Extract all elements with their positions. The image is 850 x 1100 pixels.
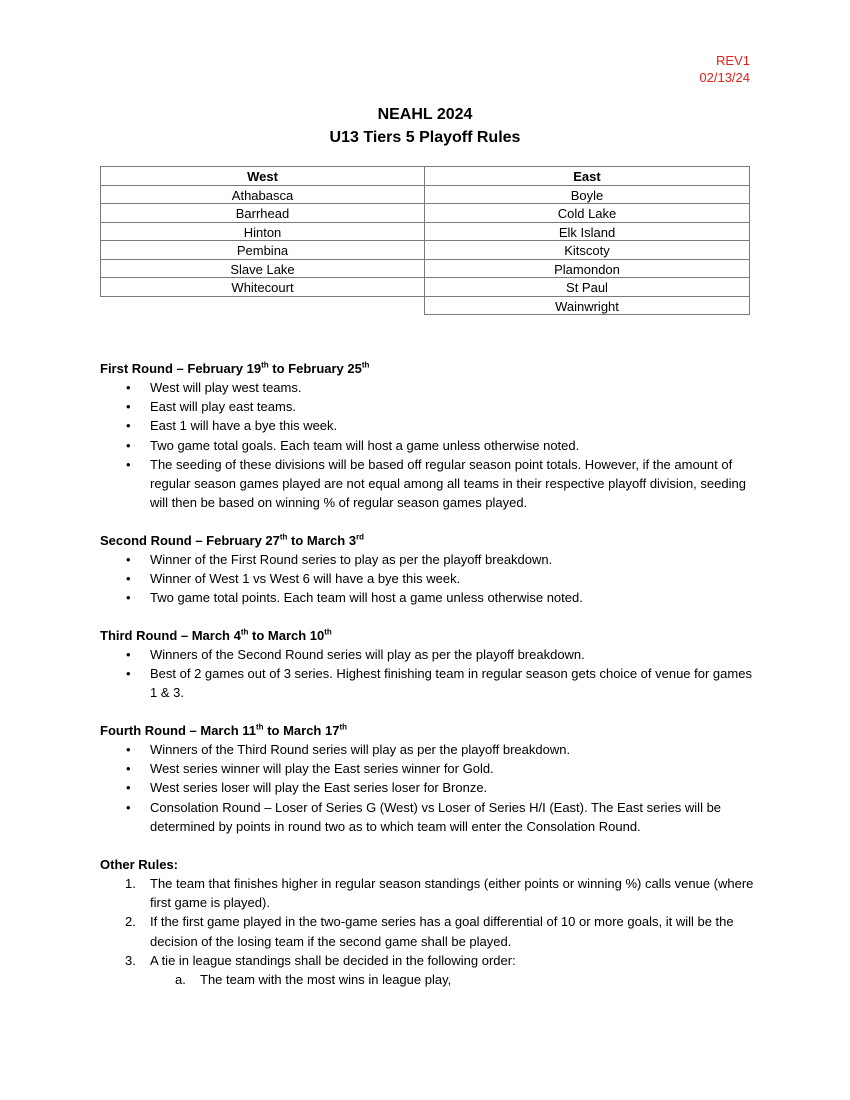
fourth-round-heading: Fourth Round – March 11th to March 17th — [100, 722, 347, 738]
fourth-round-section — [100, 721, 760, 836]
east-header: East — [424, 166, 750, 186]
west-header: West — [100, 166, 425, 186]
east-team: Boyle — [424, 185, 750, 205]
east-team: Kitscoty — [424, 240, 750, 260]
west-team: Whitecourt — [100, 277, 425, 297]
first-round-section — [100, 359, 760, 512]
rule-bullet: • West series winner will play the East series winner for Gold. — [100, 759, 760, 778]
second-round-section — [100, 531, 760, 608]
rule-bullet: • Best of 2 games out of 3 series. Highest finishing team in regular season gets choice of venue for games 1 & 3. — [100, 664, 760, 702]
numbered-rule: 3. A tie in league standings shall be decided in the following order: — [125, 952, 516, 968]
east-team: Elk Island — [424, 222, 750, 242]
other-rules-heading: Other Rules: — [100, 857, 179, 872]
numbered-rule: 2. If the first game played in the two-game series has a goal differential of 10 or more goals, it will be the decision of the losing team if the second game shall be played. — [125, 914, 734, 949]
other-rules-list — [100, 874, 760, 970]
rule-bullet: • Two game total goals. Each team will host a game unless otherwise noted. — [100, 436, 760, 455]
lettered-sub-rule: a. The team with the most wins in league play, — [175, 972, 452, 988]
rule-bullet: • West will play west teams. — [100, 378, 760, 397]
third-round-section — [100, 626, 760, 703]
rule-bullet: • The seeding of these divisions will be based off regular season point totals. However, if the amount of regular season games played are not equal among all teams in their respective playoff division, seeding will then be based on winning % of regular season games played. — [100, 455, 760, 513]
fourth-round-list — [100, 740, 760, 836]
revision-date: 02/13/24 — [699, 70, 750, 85]
rule-bullet: • East will play east teams. — [100, 397, 760, 416]
rule-bullet: • Consolation Round – Loser of Series G (West) vs Loser of Series H/I (East). The East series will be determined by points in round two as to which team will enter the Consolation Round. — [100, 798, 760, 836]
rule-bullet: • East 1 will have a bye this week. — [100, 416, 760, 435]
rule-bullet: • Winner of West 1 vs West 6 will have a bye this week. — [100, 569, 760, 588]
west-team: Pembina — [100, 240, 425, 260]
first-round-heading: First Round – February 19th to February 25th — [100, 360, 370, 376]
document-title: NEAHL 2024 — [377, 106, 473, 123]
third-round-list — [100, 645, 760, 703]
west-team: Athabasca — [100, 185, 425, 205]
other-rules-section — [100, 855, 760, 989]
revision-label: REV1 — [716, 53, 750, 68]
west-team: Barrhead — [100, 203, 425, 223]
east-team: Cold Lake — [424, 203, 750, 223]
rule-bullet: • Two game total points. Each team will host a game unless otherwise noted. — [100, 588, 760, 607]
west-team: Hinton — [100, 222, 425, 242]
east-team: Plamondon — [424, 259, 750, 279]
rule-bullet: • West series loser will play the East series loser for Bronze. — [100, 778, 760, 797]
revision-block — [699, 52, 750, 86]
rule-bullet: • Winners of the Third Round series will play as per the playoff breakdown. — [100, 740, 760, 759]
second-round-heading: Second Round – February 27th to March 3rd — [100, 532, 365, 548]
east-column — [425, 166, 750, 315]
west-team: Slave Lake — [100, 259, 425, 279]
west-column — [100, 166, 425, 297]
rule-bullet: • Winner of the First Round series to play as per the playoff breakdown. — [100, 550, 760, 569]
east-team: Wainwright — [424, 296, 750, 316]
numbered-rule: 1. The team that finishes higher in regular season standings (either points or winning %) calls venue (where first game is played). — [125, 876, 754, 911]
east-team: St Paul — [424, 277, 750, 297]
third-round-heading: Third Round – March 4th to March 10th — [100, 627, 332, 643]
first-round-list — [100, 378, 760, 512]
document-subtitle: U13 Tiers 5 Playoff Rules — [329, 129, 521, 146]
rule-bullet: • Winners of the Second Round series will play as per the playoff breakdown. — [100, 645, 760, 664]
second-round-list — [100, 550, 760, 608]
